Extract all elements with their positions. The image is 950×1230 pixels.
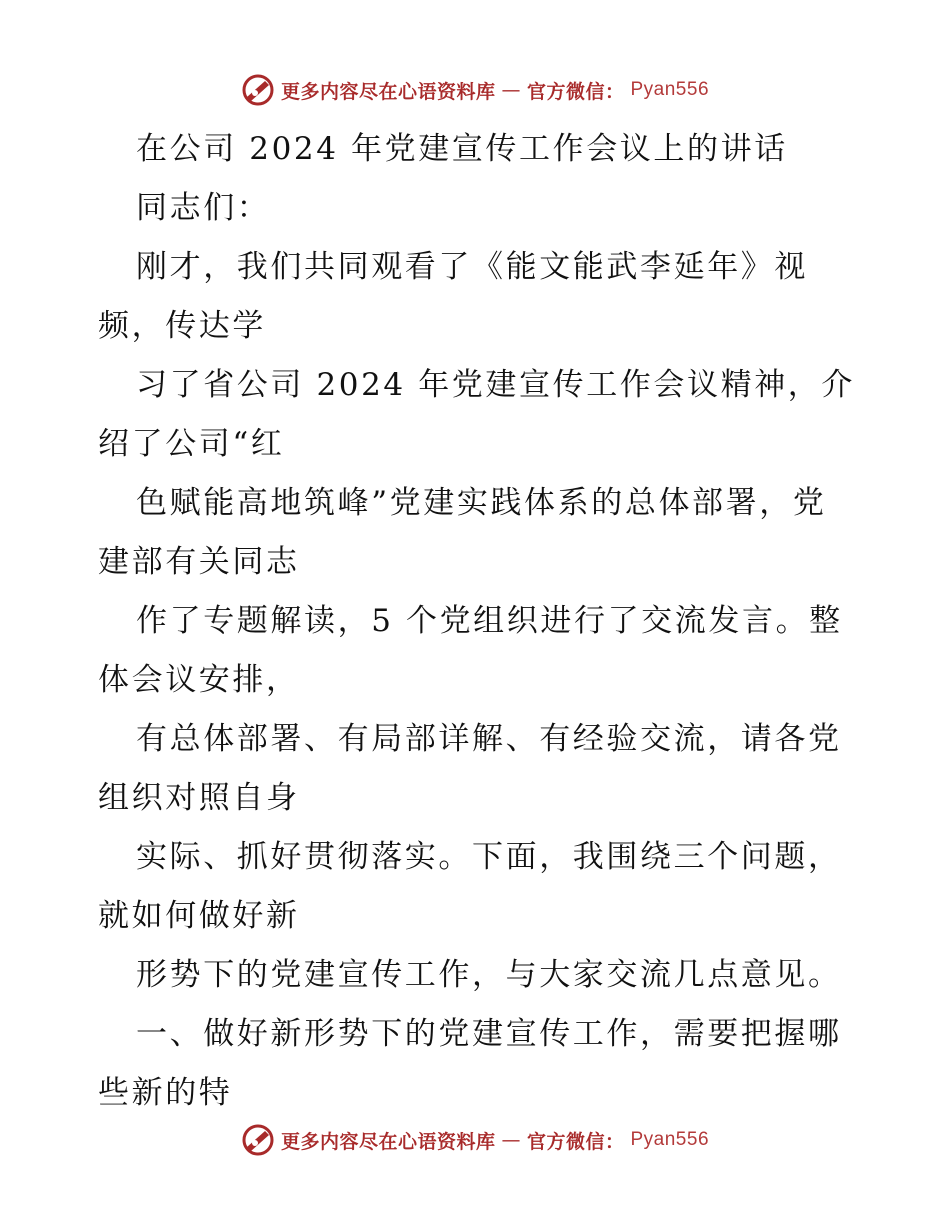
watermark-brand-text: 更多内容尽在心语资料库 — [280, 1130, 496, 1153]
text-line: 就如何做好新 — [98, 898, 300, 934]
text-line: 刚才，我们共同观看了《能文能武李延年》视 — [136, 249, 808, 285]
footer-watermark — [0, 1122, 950, 1158]
watermark-wechat-id: Pyan556 — [630, 1129, 710, 1150]
watermark-wechat-id: Pyan556 — [630, 79, 710, 100]
text-line: 实际、抓好贯彻落实。下面，我围绕三个问题， — [136, 839, 842, 875]
section-heading: 一、做好新形势下的党建宣传工作，需要把握哪 — [136, 1016, 842, 1052]
text-line: 有总体部署、有局部详解、有经验交流，请各党 — [136, 721, 842, 757]
text-line: 体会议安排， — [98, 662, 300, 698]
salutation: 同志们： — [136, 190, 271, 226]
text-line: 作了专题解读，5 个党组织进行了交流发言。整 — [136, 603, 843, 639]
watermark-brand-text: 更多内容尽在心语资料库 — [280, 80, 496, 103]
text-line: 形势下的党建宣传工作，与大家交流几点意见。 — [136, 957, 842, 993]
document-body — [98, 120, 858, 1123]
document-title: 在公司 2024 年党建宣传工作会议上的讲话 — [136, 131, 788, 167]
watermark-dash: — — [501, 79, 521, 101]
brand-logo-icon — [241, 73, 275, 107]
brand-logo-icon — [241, 1123, 275, 1157]
text-line: 建部有关同志 — [98, 544, 300, 580]
watermark-dash: — — [501, 1129, 521, 1151]
text-line: 频，传达学 — [98, 308, 266, 344]
watermark-contact-label: 官方微信： — [526, 80, 625, 103]
header-watermark — [0, 72, 950, 108]
watermark-contact-label: 官方微信： — [526, 1130, 625, 1153]
text-line: 绍了公司“红 — [98, 426, 285, 462]
text-line: 组织对照自身 — [98, 780, 300, 816]
text-line: 色赋能高地筑峰”党建实践体系的总体部署，党 — [136, 485, 827, 521]
text-line: 些新的特 — [98, 1075, 233, 1111]
text-line: 习了省公司 2024 年党建宣传工作会议精神，介 — [136, 367, 855, 403]
